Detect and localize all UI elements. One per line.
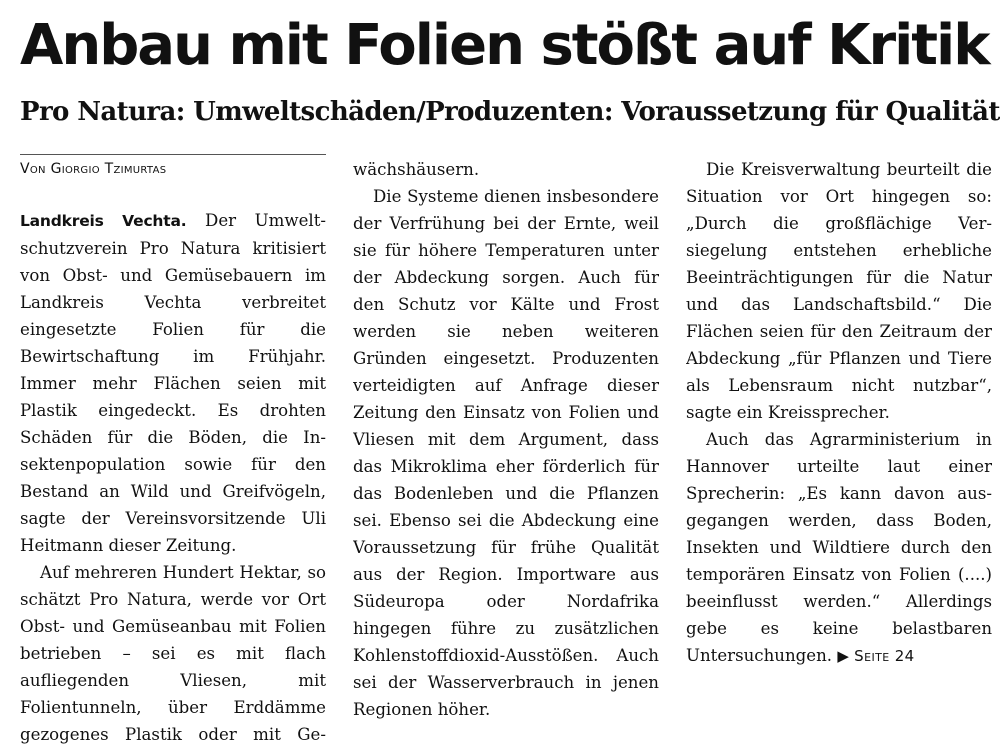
- paragraph-5-text: Auch das Agrarministerium in Hannover urteilte laut einer Sprecherin: „Es kann davon ausgegangen werden, dass Boden, Insekten und Wildtiere durch den temporären Einsatz von Folien (....) beeinflusst werden.“ Allerdings gebe es keine belastbaren Untersuchungen.: [686, 430, 992, 665]
- paragraph-3: Die Systeme dienen insbesondere der Verfrühung bei der Ernte, weil sie für höhere Temperaturen unter der Abdeckung sorgen. Auch für den Schutz vor Kälte und Frost werden sie neben weiteren Gründen eingesetzt. Produzenten verteidigten auf Anfrage dieser Zeitung den Einsatz von Folien und Vliesen mit dem Argument, dass das Mikroklima eher förderlich für das Bodenleben und die Pflanzen sei. Ebenso sei die Abdeckung eine Voraussetzung für frühe Qualität aus der Region. Importware aus Südeuropa oder Nordafrika hingegen führe zu zusätzlichen Kohlenstoffdioxid-Ausstößen. Auch sei der Wasserverbrauch in jenen Regionen höher.: [353, 187, 659, 719]
- continued-page-label: Seite 24: [854, 647, 915, 665]
- paragraph-5: [686, 426, 992, 670]
- paragraph-4: Die Kreisverwaltung beurteilt die Situation vor Ort hingegen so: „Durch die großflächige Versiegelung entstehen erhebliche Beeinträchtigungen für die Natur und das Landschaftsbild.“ Die Flächen seien für den Zeitraum der Abdeckung „für Pflanzen und Tiere als Lebensraum nicht nutzbar“, sagte ein Kreissprecher.: [686, 160, 992, 422]
- byline-text: Von Giorgio Tzimurtas: [20, 161, 167, 177]
- article-column-3: [686, 156, 992, 723]
- article-column-2: [353, 156, 659, 723]
- column-3-flow: [686, 156, 992, 723]
- continued-arrow-icon: ▶: [837, 647, 849, 665]
- byline: [20, 154, 326, 187]
- paragraph-2: Auf mehreren Hundert Hektar, so schätzt Pro Natura, werde vor Ort Obst- und Gemüseanbau mit Folien betrieben – sei es mit flach aufliegenden Vliesen, mit Folientunneln, über Erddämme gezogenes Plastik oder mit Ge: [20, 563, 326, 744]
- subheadline: Pro Natura: Umweltschäden/Produzenten: Voraussetzung für Qualität: [20, 97, 1000, 127]
- paragraph-1-text: Der Umweltschutzverein Pro Natura kritisiert von Obst- und Gemüsebauern im Landkreis Vechta verbreitet eingesetzte Folien für die Bewirtschaftung im Frühjahr. Immer mehr Flächen seien mit Plastik eingedeckt. Es drohten Schäden für die Böden, die Insektenpopulation sowie für den Bestand an Wild und Greifvögeln, sagte der Vereinsvorsitzende Uli Heitmann dieser Zeitung.: [20, 211, 326, 555]
- article-column-1: [20, 154, 326, 748]
- continued-reference[interactable]: [837, 646, 914, 665]
- paragraph-2-continued: ächshäusern.: [367, 160, 480, 179]
- column-2-flow: [353, 156, 659, 723]
- paragraph-1: [20, 207, 326, 559]
- headline: Anbau mit Folien stößt auf Kritik: [20, 13, 989, 78]
- dateline: Landkreis Vechta.: [20, 212, 187, 230]
